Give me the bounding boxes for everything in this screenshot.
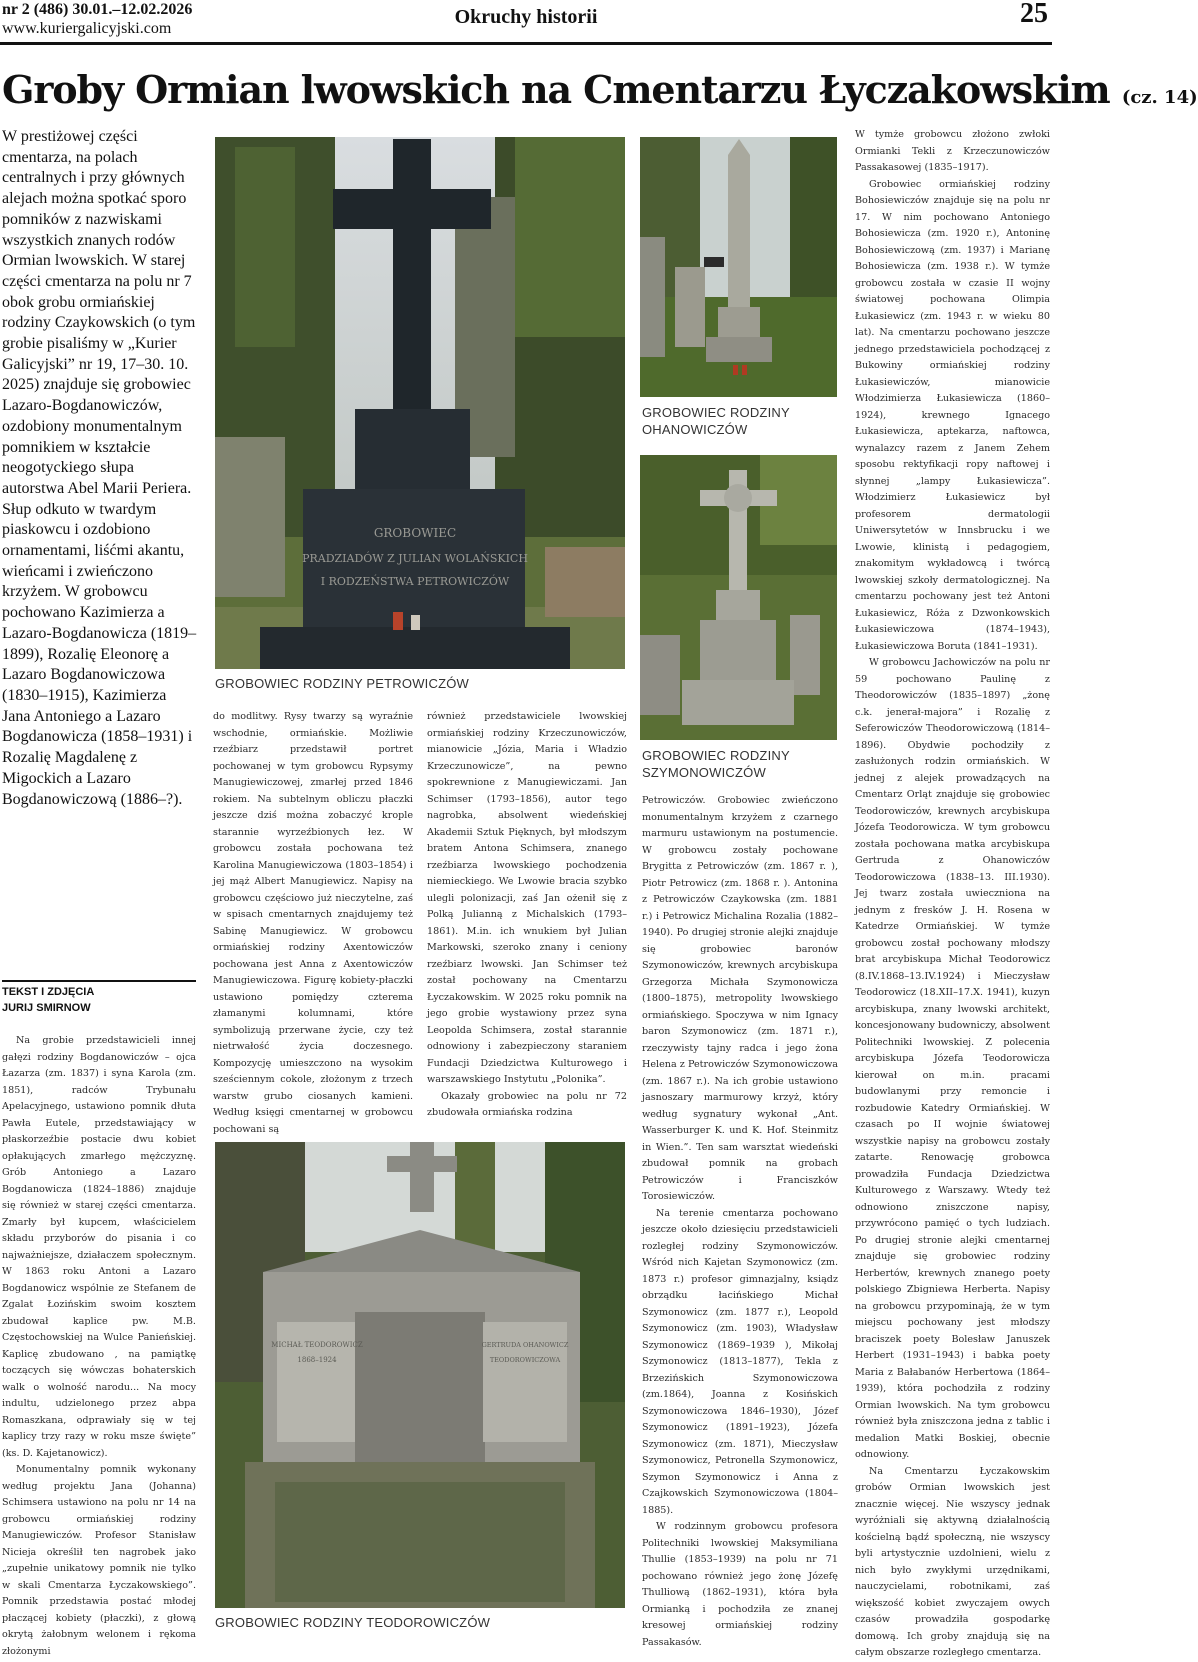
paragraph: W grobowcu Jachowiczów na polu nr 59 pochowano Paulinę z Theodorowiczów (1835–1897) „żonę c.k. jenerał-majora” i Rozalię z Seferowiczów Theodorowiczową (1814–1896). Obydwie pochodziły z zasłużonych rodzin ormiańskich. W jednej z alejek prowadzących na Cmentarz Orląt znajduje się grobowiec Teodorowiczów, krewnych arcybiskupa Józefa Teodorowicza. W tym grobowcu została pochowana matka arcybiskupa Gertruda z Ohanowiczów Teodorowiczowa (1838–13. III.1930). Jej twarz została uwieczniona na jednym z fresków J. H. Rosena w Katedrze Ormiańskiej. W tymże grobowcu został pochowany młodszy brat arcybiskupa Michał Teodorowicz (8.IV.1868–13.IV.1924) i Mieczysław Teodorowicz (18.XII–17.X. 1941), kuzyn arcybiskupa, znany lwowski architekt, koncesjonowany budowniczy, absolwent Politechniki lwowskiej. Z polecenia arcybiskupa Józefa Teodorowicza kierował on m.in. pracami budowlanymi przy remoncie i rozbudowie Katedry Ormiańskiej. W czasach po II wojnie światowej wszystkie napisy na grobowcu zostały zatarte. Renowację grobowca prowadziła Fundacja Dziedzictwa Kulturowego z Warszawy. Wtedy też odnowiono zniszczone napisy, przywrócono pamięć o tych ludziach. Po drugiej stronie alejki cmentarnej znajduje się grobowiec rodziny Herbertów, krewnych znanego poety polskiego Zbigniewa Herberta. Napisy na grobowcu przypominają, że w tym miejscu pochowany jest młodszy braciszek poety Bolesław Januszek Herbert (1931–1943) i babka poety Maria z Bałabanów Herbertowa (1864–1939), która pochodziła z rodziny Ormian lwowskich. Na tym grobowcu również była zniszczona jedna z tablic i medalion Matki Boskiej, obecnie odnowiony. — [855, 657, 1050, 1460]
article-credit — [2, 984, 198, 1016]
headline-title: Groby Ormian lwowskich na Cmentarzu Łyczakowskim — [2, 67, 1110, 112]
paragraph: do modlitwy. Rysy twarzy są wyraźnie wschodnie, ormiańskie. Możliwie rzeźbiarz przedstawił portret pochowanej w tym grobowcu Rypsymy Manugiewiczowej, zmarłej przed 1846 rokiem. Na subtelnym obliczu płaczki jeszcze dziś można zobaczyć krople starannie wyrzeźbionych łez. W grobowcu została pochowana też Karolina Manugiewiczowa (1803–1854) i jej mąż Albert Manugiewicz. Napisy na grobowcu częściowo już nieczytelne, zaś w spisach cmentarnych znajdujemy też Sabinę Manugiewicz. W grobowcu ormiańskiej rodziny Axentowiczów pochowana jest Anna z Axentowiczów Manugiewiczowa. Figurę kobiety-płaczki ustawiono pomiędzy czterema złamanymi kolumnami, które symbolizują przerwane życie, czy też nietrwałość życia doczesnego. Kompozycję umieszczono na wysokim sześciennym cokole, złożonym z trzech warstw grubo ciosanych kamieni. Według księgi cmentarnej w grobowcu pochowani są — [213, 711, 413, 1135]
photo-teodorowiczow — [215, 1142, 625, 1608]
site-url[interactable]: www.kuriergalicyjski.com — [2, 20, 172, 37]
tomb-plaque-right-name: GERTRUDA OHANOWICZ — [481, 1341, 569, 1349]
caption-petrowiczow: GROBOWIEC RODZINY PETROWICZÓW — [215, 676, 469, 691]
body-column-2 — [213, 709, 413, 1139]
paragraph: Okazały grobowiec na polu nr 72 zbudowała ormiańska rodzina — [427, 1090, 627, 1118]
article-headline — [2, 64, 1198, 124]
section-title: Okruchy historii — [454, 6, 598, 28]
body-column-5 — [855, 127, 1050, 1658]
paragraph: również przedstawiciele lwowskiej ormiańskiej rodziny Krzeczunowiczów, mianowicie „Józia, Maria i Władzio Krzeczunowicze”, na pewno spokrewnione z Manugiewiczami. Jan Schimser (1793–1856), autor tego nagrobka, absolwent wiedeńskiej Akademii Sztuk Pięknych, był młodszym bratem Antona Schimsera, znanego rzeźbiarza lwowskiego pochodzenia niemieckiego. We Lwowie bracia szybko ulegli polonizacji, zaś Jan ożenił się z Polką Julianną z Michalskich (1793–1861). M.in. ich wnukiem był Julian Markowski, szeroko znany i ceniony rzeźbiarz lwowski. Jan Schimser też został pochowany na Cmentarzu Łyczakowskim. W 2025 roku pomnik na jego grobie wystawiony przez syna Leopolda Schimsera, został starannie odnowiony i zabezpieczony staraniem Fundacji Dziedzictwa Kulturowego i warszawskiego Instytutu „Polonika”. — [427, 711, 627, 1085]
paragraph: Petrowiczów. Grobowiec zwieńczono monumentalnym krzyżem z czarnego marmuru ustawionym na postumencie. W grobowcu zostały pochowane Brygitta z Petrowiczów (zm. 1867 r. ), Piotr Petrowicz (zm. 1868 r. ). Antonina z Petrowiczów Czaykowska (zm. 1881 r.) i Petrowicz Michalina Rozalia (1882–1940). Po drugiej stronie alejki znajduje się grobowiec baronów Szymonowiczów, krewnych arcybiskupa Grzegorza Michała Szymonowicza (1800–1875), metropolity lwowskiego ormiańskiego. Spoczywa w nim Ignacy baron Szymonowicz (zm. 1871 r.), rzeczywisty tajny radca i jego żona Helena z Petrowiczów Szymonowiczowa (zm. 1867 r.). Na ich grobie ustawiono jasnoszary marmurowy krzyż, który według sygnatury wykonał „Ant. Wasserburger K. und K. Hof. Steinmitz in Wien.”. Ten sam warsztat wiedeński zbudował pomnik na grobach Petrowiczów i Franciszków Torosiewiczów. — [642, 795, 838, 1202]
photo-ohanowiczow — [640, 137, 837, 397]
photo-petrowiczow — [215, 137, 625, 669]
credit-role: TEKST I ZDJĘCIA — [2, 986, 95, 998]
caption-szymonowiczow: GROBOWIEC RODZINY SZYMONOWICZÓW — [642, 748, 790, 780]
body-column-4 — [642, 793, 838, 1648]
photo-szymonowiczow — [640, 455, 837, 740]
inscription-line-2: PRADZIADÓW Z JULIAN WOLAŃSKICH — [302, 552, 528, 565]
masthead-left — [2, 0, 192, 38]
paragraph: Grobowiec ormiańskiej rodziny Bohosiewiczów znajduje się na polu nr 17. W nim pochowano Antoniego Bohosiewicza (zm. 1920 r.), Antoninę Bohosiewiczową (zm. 1937) i Marianę Bohosiewicza (zm. 1938 r.). W tymże grobowcu została w czasie II wojny światowej pochowana Olimpia Łukasiewicz (zm. 1943 r. w wieku 80 lat). Na cmentarzu pochowano jeszcze jednego przedstawiciela pochodzącej z Bukowiny ormiańskiej rodziny Łukasiewiczów, mianowicie Włodzimierza Łukasiewicza (1860–1924), krewnego Ignacego Łukasiewicza, aptekarza, naftowca, wynalazcy razem z Janem Zehem sposobu rektyfikacji ropy naftowej i słynnej „lampy Łukasiewicza”. Włodzimierz Łukasiewicz był profesorem dermatologii Uniwersytetów w Innsbrucku i we Lwowie, klinistą i pedagogiem, znakomitym wykładowcą i twórcą lwowskiej szkoły dermatologicznej. Na cmentarzu pochowany jest też Antoni Łukasiewicz, Róża z Dzwonkowskich Łukasiewiczowa (1874–1943), Łukasiewiczowa Boruta (1841–1931). — [855, 178, 1050, 652]
caption-teodorowiczow: GROBOWIEC RODZINY TEODOROWICZÓW — [215, 1615, 491, 1630]
issue-number: nr 2 (486) 30.01.–12.02.2026 — [2, 1, 193, 18]
headline-part: (cz. 14) — [1121, 87, 1198, 108]
header-rule — [0, 42, 1052, 45]
article-lead: W prestiżowej części cmentarza, na polach centralnych i przy głównych alejach można spotkać sporo pomników z nazwiskami wszystkich znanych rodów Ormian lwowskich. W starej części cmentarza na polu nr 7 obok grobu ormiańskiej rodziny Czaykowskich (o tym grobie pisaliśmy w „Kurier Galicyjski” nr 19, 17–30. 10. 2025) znajduje się grobowiec Lazaro-Bogdanowiczów, ozdobiony monumentalnym pomnikiem w kształcie neogotyckiego słupa autorstwa Abel Marii Periera. Słup odkuto w twardym piaskowcu i ozdobiono ornamentami, liśćmi akantu, wieńcami i zwieńczono krzyżem. W grobowcu pochowano Kazimierza a Lazaro-Bogdanowicza (1819–1899), Rozalię Eleonorę a Lazaro Bogdanowiczowa (1830–1915), Kazimierza Jana Antoniego a Lazaro Bogdanowicza (1858–1931) i Rozalię Magdalenę z Migockich a Lazaro Bogdanowiczową (1886–?). — [2, 128, 197, 808]
tomb-plaque-right-surname: TEODOROWICZOWA — [489, 1356, 561, 1364]
credit-author: JURIJ SMIRNOW — [2, 1002, 91, 1014]
inscription-line-3: I RODZEŃSTWA PETROWICZÓW — [320, 575, 510, 588]
page-number: 25 — [1020, 0, 1048, 29]
paragraph: W rodzinnym grobowcu profesora Politechniki lwowskiej Maksymiliana Thullie (1853–1939) na polu nr 71 pochowano również jego żonę Józefę Thulliową (1862–1931), która była Ormianką i pochodziła ze znanej kresowej ormiańskiej rodziny Passakasów. — [642, 1521, 838, 1648]
body-column-1 — [2, 1033, 196, 1657]
paragraph: Na Cmentarzu Łyczakowskim grobów Ormian lwowskich jest znacznie więcej. Nie wszyscy jednak wyróżniali się aktywną działalnością kościelną bądź społeczną, nie wszyscy byli artystycznie uzdolnieni, wielu z nich było zwykłymi urzędnikami, nauczycielami, robotnikami, zaś większość kobiet zwyczajem owych czasów prowadziła gospodarkę domową. Ich groby znajdują się na całym obszarze rozległego cmentarza. — [855, 1465, 1050, 1658]
credit-rule — [2, 980, 196, 982]
paragraph: Na terenie cmentarza pochowano jeszcze około dziesięciu przedstawicieli rozległej rodziny Szymonowiczów. Wśród nich Kajetan Szymonowicz (zm. 1873 r.) profesor gimnazjalny, ksiądz obrządku łacińskiego Michał Szymonowicz (zm. 1877 r.), Leopold Szymonowicz (zm. 1903), Władysław Szymonowicz (1869–1939 ), Mikołaj Szymonowicz (1813–1877), Tekla z Brzezińskich Szymonowiczowa (zm.1864), Joanna z Kosińskich Szymonowiczowa 1846–1930), Józef Szymonowicz (1891–1923), Józefa Szymonowicz (zm. 1871), Mieczysław Szymonowicz, Petronella Szymonowicz, Szymon Szymonowicz i Anna z Czajkowskich Szymonowiczowa (1804–1885). — [642, 1207, 838, 1516]
paragraph: W tymże grobowcu złożono zwłoki Ormianki Tekli z Krzeczunowiczów Passakasowej (1835–1917). — [855, 129, 1050, 173]
caption-ohanowiczow: GROBOWIEC RODZINY OHANOWICZÓW — [642, 405, 790, 437]
paragraph: Na grobie przedstawicieli innej gałęzi rodziny Bogdanowiczów – ojca Łazarza (zm. 1837) i syna Karola (zm. 1851), radców Trybunału Apelacyjnego, ustawiono pomnik dłuta Pawła Eutele, przedstawiający w płaskorzeźbie postacie dwu kobiet opłakujących zmarłego mężczyznę. Grób Antoniego a Lazaro Bogdanowicza (1824–1886) znajduje się również w starej części cmentarza. Zmarły był kupcem, właścicielem składu przyborów do pisania i co najważniejsze, działaczem społecznym. W 1863 roku Antoni a Lazaro Bogdanowicz wspólnie ze Stefanem de Zgalat Łozińskim swoim kosztem zbudował kaplice pw. M.B. Częstochowskiej na Wulce Panieńskiej. Kaplicę zbudowano , na pamiątkę toczących się wówczas bohaterskich walk o wolność narodu... Na mocy indultu, udzielonego przez abpa Romaszkana, odprawiały się w tej kaplicy trzy razy w roku msze święte” (ks. D. Kajetanowicz). — [2, 1035, 196, 1459]
tomb-plaque-left-dates: 1868–1924 — [297, 1356, 337, 1364]
tomb-plaque-left-name: MICHAŁ TEODOROWICZ — [271, 1341, 363, 1349]
paragraph: Monumentalny pomnik wykonany według projektu Jana (Johanna) Schimsera ustawiono na polu nr 14 na grobowcu ormiańskiej rodziny Manugiewiczów. Profesor Stanisław Nicieja określił ten nagrobek jako „zupełnie unikatowy pomnik nie tylko w skali Cmentarza Łyczakowskiego”. Pomnik przedstawia postać młodej płaczącej kobiety (płaczki), z głową okrytą żałobnym welonem i rękoma złożonymi — [2, 1464, 196, 1657]
inscription-line-1: GROBOWIEC — [373, 526, 457, 540]
body-column-3 — [427, 709, 627, 1139]
